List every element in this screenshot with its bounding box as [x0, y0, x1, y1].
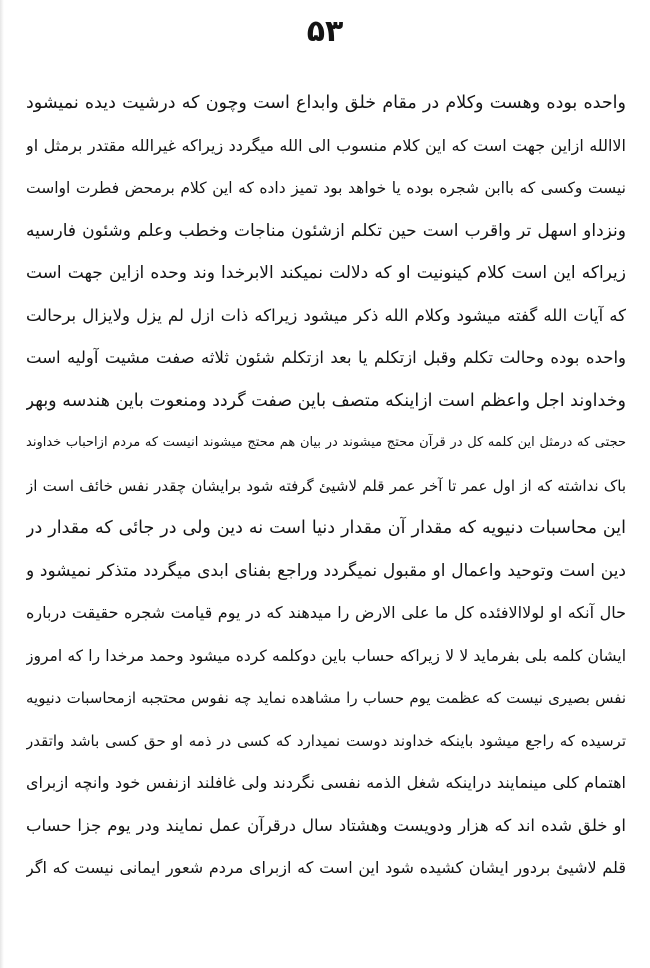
text-line: وخداوند اجل واعظم است ازاینکه متصف باین صفت گردد ومنعوت باین هندسه وبهر	[26, 390, 626, 411]
text-line: حال آنکه او لولاالافئده کل ما علی الارض را میدهند که در یوم قیامت شجره حقیقت درباره	[26, 603, 626, 622]
text-line: اهتمام کلی مینمایند دراینکه شغل الذمه نفسی نگردند ولی غافلند ازنفس خود وانچه ازبرای	[26, 773, 626, 792]
text-line: واحده بوده وحالت تکلم وقبل ازتکلم یا بعد ازتکلم شئون ثلاثه صفت مشیت آولیه است	[26, 348, 626, 367]
scan-edge-shadow	[0, 0, 4, 968]
text-line: قلم لاشیئ بردور ایشان کشیده شود این است که ازبرای مردم شعور ایمانی نیست که اگر	[26, 858, 626, 877]
text-line: او خلق شده اند که هزار ودویست وهشتاد سال درقرآن عمل نمایند ودر یوم جزا حساب	[26, 815, 626, 835]
text-line: زیراکه این است کلام کینونیت او که دلالت نمیکند الابرخدا وند وحده ازاین جهت است	[26, 263, 626, 283]
text-line: این محاسبات دنیویه که مقدار آن مقدار دنیا است نه دین ولی در جائی که مقدار در	[26, 518, 626, 538]
text-line: ایشان کلمه بلی بفرماید لا لا زیراکه حساب باین دوکلمه کرده میشود وحمد مرخدا را که امروز	[26, 646, 626, 665]
text-line: واحده بوده وهست وکلام در مقام خلق وابداع است وچون که درشیت دیده نمیشود	[26, 93, 626, 113]
text-line: دین است وتوحید واعمال او مقبول نمیگردد وراجع بفنای ابدی میگردد متذکر نمیشود و	[26, 560, 626, 581]
text-line: نفس بصیری نیست که عظمت یوم حساب را مشاهده نماید چه نفوس محتجبه ازمحاسبات دنیویه	[26, 689, 626, 707]
text-line: حجتی که درمثل این کلمه کل در قرآن محتج میشوند در بیان هم محتج میشوند انیست که مردم ازاحباب خداوند	[26, 435, 626, 450]
page-number: ۵۳	[306, 14, 344, 49]
text-line: ترسیده که راجع میشود باینکه خداوند دوست نمیدارد که کسی در ذمه او حق کسی باشد واتقدر	[26, 731, 626, 750]
text-line: نیست وکسی که باابن شجره بوده یا خواهد بود تمیز داده که این کلام برمحض فطرت اواست	[26, 179, 626, 197]
text-line: باک نداشته که از اول عمر تا آخر عمر قلم لاشیئ گرفته شود برایشان چقدر نفس خائف است از	[26, 476, 626, 495]
body-text	[26, 82, 626, 890]
text-line: الاالله ازاین جهت است که این کلام منسوب الی الله میگردد زیراکه غیرالله مقتدر برمثل او	[26, 135, 626, 155]
text-line: ونزداو اسهل تر واقرب است حین تکلم ازشئون مناجات وخطب وعلم وشئون فارسیه	[26, 220, 626, 241]
text-line: که آیات الله گفته میشود وکلام الله ذکر میشود زیراکه ذات ازل لم یزل ولایزال برحالت	[26, 305, 626, 325]
